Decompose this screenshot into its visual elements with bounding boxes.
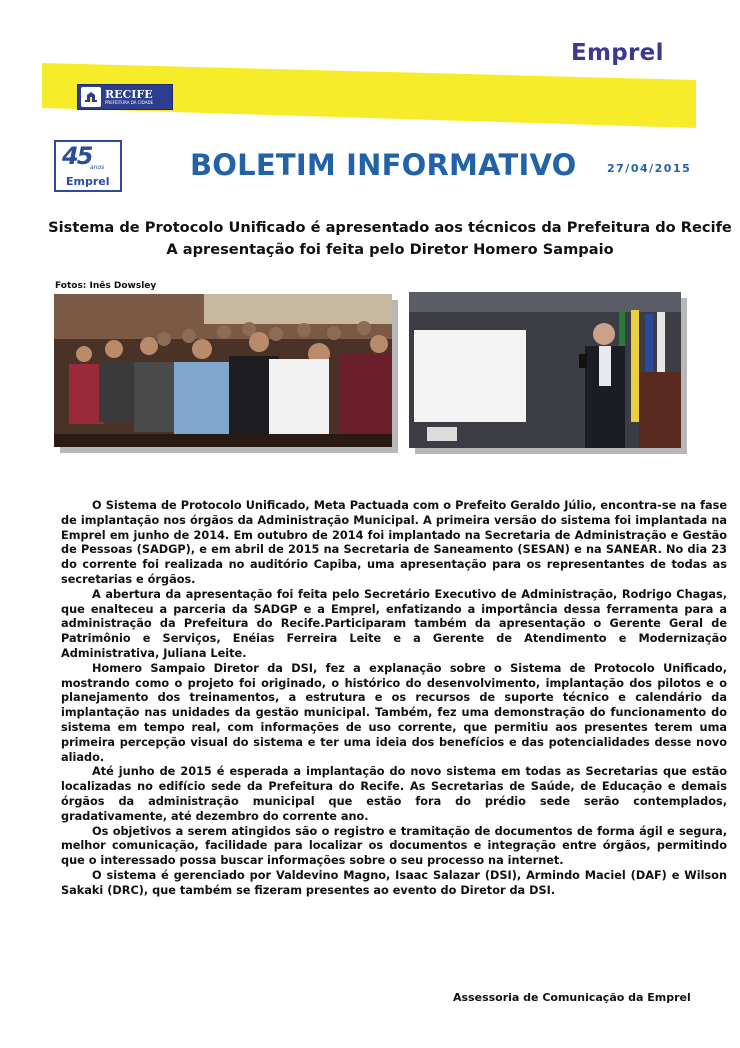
footer-signature: Assessoria de Comunicação da Emprel <box>453 991 691 1004</box>
anniversary-brand: Emprel <box>66 175 110 188</box>
article-body <box>61 499 727 899</box>
emprel-brand-logo: Emprel <box>571 40 664 66</box>
article-paragraph: O Sistema de Protocolo Unificado, Meta Pactuada com o Prefeito Geraldo Júlio, encontra-se na fase de implantação nos órgãos da Administração Municipal. A primeira versão do sistema foi implantada na Emprel em junho de 2014. Em outubro de 2014 foi implantado na Secretaria de Administração e Gestão de Pessoas (SADGP), e em abril de 2015 na Secretaria de Saneamento (SESAN) e na SANEAR. No dia 23 do corrente foi realizada no auditório Capiba, uma apresentação para os representantes de todas as secretarias e órgãos. <box>61 499 727 586</box>
article-paragraph: Até junho de 2015 é esperada a implantação do novo sistema em todas as Secretarias que estão localizadas no edifício sede da Prefeitura do Recife. As Secretarias de Saúde, de Educação e demais órgãos da administração municipal que estão fora do prédio sede serão contemplados, gradativamente, até dezembro do corrente ano. <box>61 765 727 823</box>
article-paragraph: A abertura da apresentação foi feita pelo Secretário Executivo de Administração, Rodrigo Chagas, que enalteceu a parceria da SADGP e a Emprel, enfatizando a importância dessa ferramenta para a administração da Prefeitura do Recife.Participaram também da apresentação o Gerente Geral de Patrimônio e Serviços, Enéias Ferreira Leite e a Gerente de Atendimento e Modernização Administrativa, Juliana Leite. <box>61 587 727 660</box>
headline-line-1: Sistema de Protocolo Unificado é apresentado aos técnicos da Prefeitura do Recife <box>48 219 732 236</box>
audience-photo-illustration <box>54 294 392 447</box>
header-yellow-band <box>0 0 740 140</box>
emprel-45-anos-logo <box>54 140 122 192</box>
recife-prefeitura-logo <box>77 84 173 110</box>
article-paragraph: O sistema é gerenciado por Valdevino Magno, Isaac Salazar (DSI), Armindo Maciel (DAF) e Wilson Sakaki (DRC), que também se fizeram presentes ao evento do Diretor da DSI. <box>61 868 727 897</box>
article-headline <box>40 217 740 261</box>
article-paragraph: Os objetivos a serem atingidos são o registro e tramitação de documentos de forma ágil e segura, melhor comunicação, facilidade para localizar os documentos e integração entre órgãos, permitindo que o interessado possa buscar informações sobre o seu processo na internet. <box>61 824 727 868</box>
speaker-photo <box>409 292 681 448</box>
bulletin-title: BOLETIM INFORMATIVO <box>190 148 577 182</box>
bulletin-date: 27/04/2015 <box>607 162 692 175</box>
article-paragraph: Homero Sampaio Diretor da DSI, fez a explanação sobre o Sistema de Protocolo Unificado, mostrando como o projeto foi originado, o histórico do desenvolvimento, implantação dos pilotos e o planejamento dos treinamentos, a estrutura e os recursos de suporte técnico e calendário da implantação nas unidades da gestão municipal. Também, fez uma demonstração do funcionamento do sistema em tempo real, com informações de uso corrente, que permitiu aos presentes terem uma primeira percepção visual do sistema e ter uma ideia dos benefícios e das potencialidades desse novo aliado. <box>61 661 727 764</box>
recife-logo-name: RECIFE <box>105 88 153 101</box>
anniversary-suffix: anos <box>90 164 105 171</box>
headline-line-2: A apresentação foi feita pelo Diretor Homero Sampaio <box>166 241 614 258</box>
audience-photo <box>54 294 392 447</box>
speaker-photo-illustration <box>409 292 681 448</box>
recife-logo-subtitle: PREFEITURA DA CIDADE <box>105 100 154 105</box>
recife-coat-of-arms-icon <box>81 87 101 107</box>
photo-credit: Fotos: Inês Dowsley <box>55 281 157 291</box>
anniversary-number: 45 <box>62 142 92 170</box>
